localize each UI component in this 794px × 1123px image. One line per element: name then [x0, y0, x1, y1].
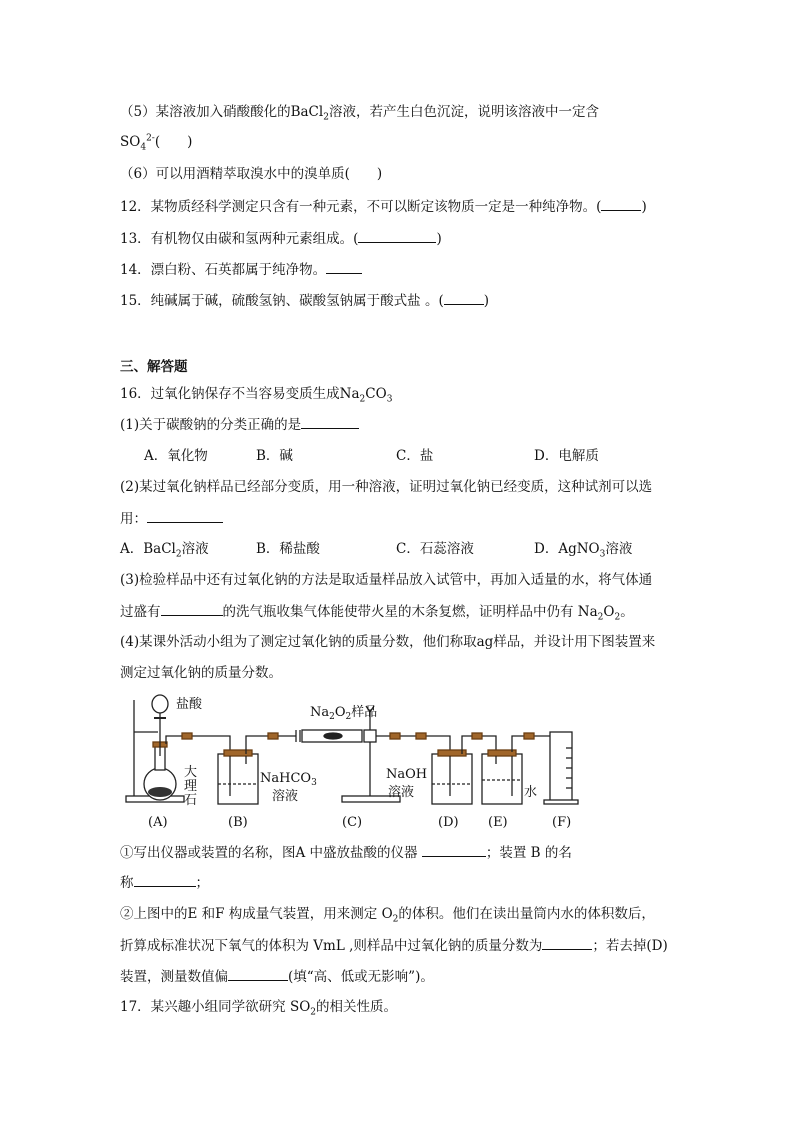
answer-blank[interactable]: [147, 508, 223, 523]
question-16-part-1: (1)关于碳酸钠的分类正确的是: [120, 414, 359, 435]
label-apparatus-e: (E): [488, 815, 508, 830]
question-14: 14．漂白粉、石英都属于纯净物。: [120, 259, 362, 280]
question-5-line-2: $SO_4^{2-}$( ): [120, 133, 193, 153]
label-apparatus-f: (F): [552, 815, 572, 830]
section-3-title: 三、解答题: [120, 359, 188, 375]
part-2-option-d[interactable]: D．AgNO$_3$溶液: [534, 541, 633, 560]
question-15: 15．纯碱属于碱，硫酸氢钠、碳酸氢钠属于酸式盐 。( ): [120, 290, 489, 311]
label-marble-1: 大: [184, 765, 198, 780]
answer-blank[interactable]: [358, 228, 436, 243]
part-1-option-b[interactable]: B．碱: [256, 448, 293, 464]
question-5-line-1: （5）某溶液加入硝酸酸化的BaCl$_2$溶液，若产生白色沉淀，说明该溶液中一定含: [120, 104, 599, 123]
label-naoh: NaOH: [386, 767, 428, 782]
answer-blank[interactable]: [326, 259, 362, 274]
label-nahco3: NaHCO$_3$: [260, 771, 317, 788]
answer-blank[interactable]: [228, 966, 288, 981]
part-1-option-c[interactable]: C．盐: [396, 448, 434, 464]
answer-blank[interactable]: [301, 414, 359, 429]
answer-blank[interactable]: [161, 601, 223, 616]
question-16-part-4-line-1: (4)某课外活动小组为了测定过氧化钠的质量分数，他们称取ag样品，并设计用下图装置来: [120, 634, 656, 650]
answer-blank[interactable]: [422, 842, 486, 857]
label-hydrochloric-acid: 盐酸: [176, 697, 203, 712]
question-12: 12．某物质经科学测定只含有一种元素，不可以断定该物质一定是一种纯净物。( ): [120, 196, 647, 217]
part-2-option-c[interactable]: C．石蕊溶液: [396, 541, 474, 557]
answer-blank[interactable]: [134, 872, 196, 887]
question-16-sub-2-line-2: 折算成标准状况下氧气的体积为 VmL ,则样品中过氧化钠的质量分数为 ；若去掉(D): [120, 935, 668, 956]
answer-blank[interactable]: [601, 196, 641, 211]
question-16-part-3-line-2: 过盛有 的洗气瓶收集气体能使带火星的木条复燃，证明样品中仍有 $Na_2O_2$。: [120, 601, 634, 622]
part-2-option-a[interactable]: A．BaCl$_2$溶液: [120, 541, 209, 560]
label-apparatus-d: (D): [438, 815, 459, 830]
question-16-sub-1-line-2: 称 ；: [120, 872, 209, 893]
label-nahco3-solution: 溶液: [272, 789, 299, 804]
label-apparatus-b: (B): [228, 815, 248, 830]
part-1-option-d[interactable]: D．电解质: [534, 448, 599, 464]
apparatus-diagram: [120, 692, 590, 837]
question-6: （6）可以用酒精萃取溴水中的溴单质( ): [120, 166, 383, 182]
question-16-sub-2-line-3: 装置，测量数值偏 (填“高、低或无影响”)。: [120, 966, 434, 987]
label-apparatus-c: (C): [342, 815, 363, 830]
question-16-part-2-line-1: (2)某过氧化钠样品已经部分变质，用一种溶液，证明过氧化钠已经变质，这种试剂可以选: [120, 479, 653, 495]
label-naoh-solution: 溶液: [388, 785, 415, 800]
question-17: 17．某兴趣小组同学欲研究 $SO_2$的相关性质。: [120, 999, 398, 1018]
question-13: 13．有机物仅由碳和氢两种元素组成。( ): [120, 228, 442, 249]
answer-blank[interactable]: [444, 290, 484, 305]
label-water: 水: [524, 785, 538, 800]
answer-blank[interactable]: [542, 935, 592, 950]
question-16-sub-2-line-1: ②上图中的E 和F 构成量气装置，用来测定 $O_2$的体积。他们在读出量筒内水的体积数后，: [120, 906, 655, 925]
part-1-option-a[interactable]: A．氧化物: [144, 448, 208, 464]
question-16-part-3-line-1: (3)检验样品中还有过氧化钠的方法是取适量样品放入试管中，再加入适量的水，将气体通: [120, 572, 653, 588]
label-apparatus-a: (A): [148, 815, 168, 830]
question-16-sub-1-line-1: ①写出仪器或装置的名称，图A 中盛放盐酸的仪器 ；装置 B 的名: [120, 842, 572, 863]
label-marble-3: 石: [184, 793, 198, 808]
question-16-part-2-line-2: 用：: [120, 508, 223, 529]
label-na2o2-sample: $Na_2O_2$样品: [310, 705, 378, 722]
question-16-part-4-line-2: 测定过氧化钠的质量分数。: [120, 665, 282, 681]
label-marble-2: 理: [184, 779, 198, 794]
marble-pieces: [148, 787, 172, 797]
question-16-stem: 16．过氧化钠保存不当容易变质生成$Na_2CO_3$: [120, 386, 393, 405]
part-2-option-b[interactable]: B．稀盐酸: [256, 541, 320, 557]
